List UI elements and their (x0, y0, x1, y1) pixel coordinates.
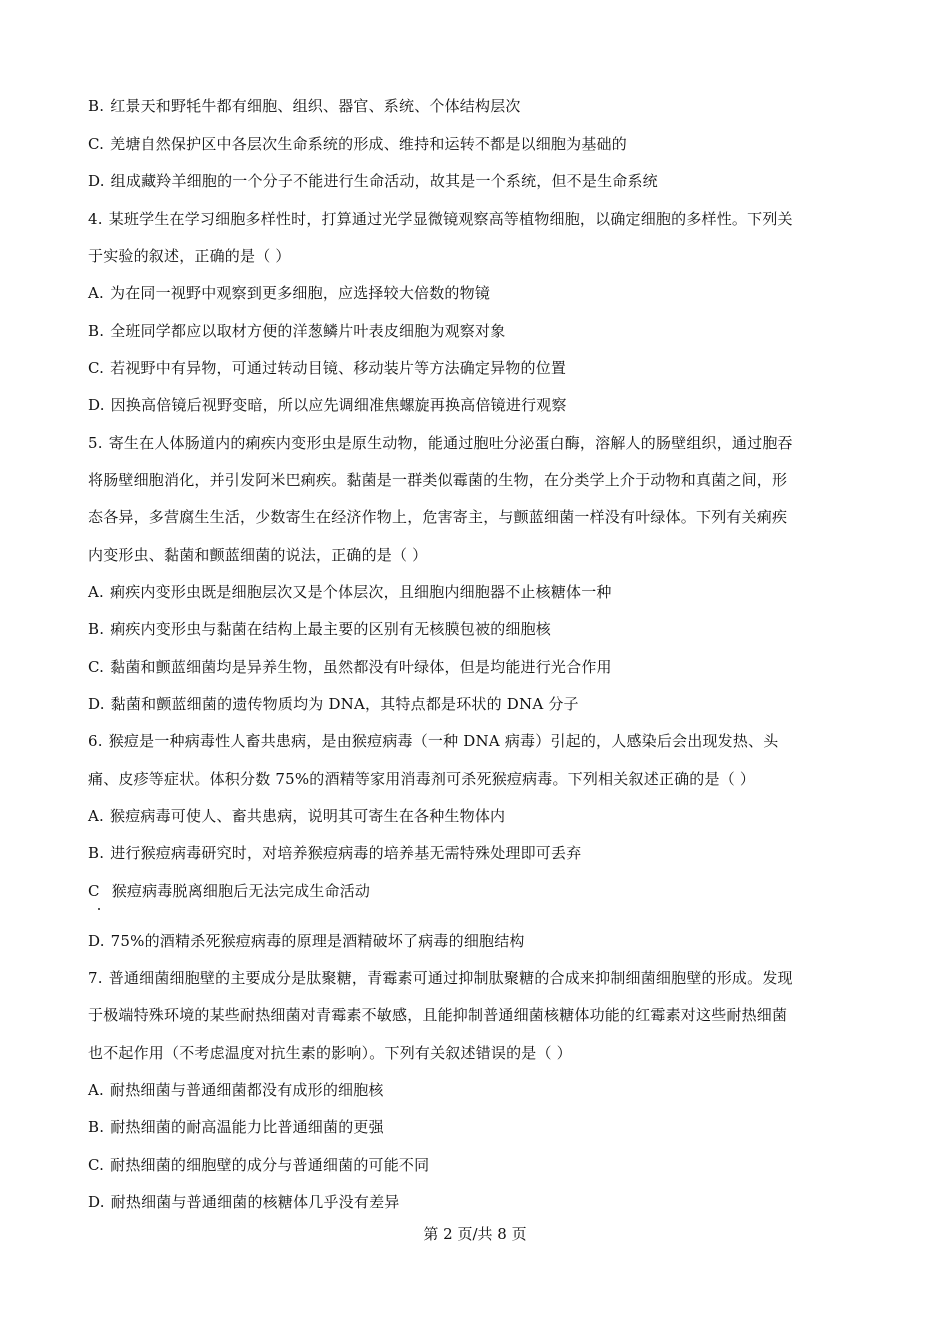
option-text: 组成藏羚羊细胞的一个分子不能进行生命活动，故其是一个系统，但不是生命系统 (110, 172, 658, 190)
stray-dot (98, 908, 100, 910)
option-line (88, 1192, 862, 1212)
option-label: C. (88, 359, 105, 377)
option-line (88, 358, 862, 378)
option-label: B. (88, 322, 105, 340)
question-line (88, 1043, 862, 1063)
question-text: 寄生在人体肠道内的痢疾内变形虫是原生动物，能通过胞吐分泌蛋白酶，溶解人的肠壁组织，通过胞吞 (108, 434, 793, 452)
option-line (88, 283, 862, 303)
option-text: 黏菌和颤蓝细菌均是异养生物，虽然都没有叶绿体，但是均能进行光合作用 (110, 658, 612, 676)
question-text: 猴痘是一种病毒性人畜共患病，是由猴痘病毒（一种 DNA 病毒）引起的，人感染后会出现发热、头 (108, 732, 779, 750)
question-text: 内变形虫、黏菌和颤蓝细菌的说法，正确的是（ ） (88, 546, 428, 564)
option-line (88, 806, 862, 826)
question-line (88, 507, 862, 527)
option-label: C. (88, 658, 105, 676)
option-label: A. (88, 807, 105, 825)
option-text: 75%的酒精杀死猴痘病毒的原理是酒精破坏了病毒的细胞结构 (110, 932, 525, 950)
option-line (88, 657, 862, 677)
question-line (88, 470, 862, 490)
question-text: 将肠壁细胞消化，并引发阿米巴痢疾。黏菌是一群类似霉菌的生物，在分类学上介于动物和真菌之间，形 (88, 471, 788, 489)
option-text: 耐热细菌与普通细菌的核糖体几乎没有差异 (110, 1193, 400, 1211)
option-text: 因换高倍镜后视野变暗，所以应先调细准焦螺旋再换高倍镜进行观察 (110, 396, 567, 414)
option-text: 羌塘自然保护区中各层次生命系统的形成、维持和运转不都是以细胞为基础的 (110, 135, 627, 153)
option-text: 痢疾内变形虫与黏菌在结构上最主要的区别有无核膜包被的细胞核 (110, 620, 552, 638)
option-label: A. (88, 1081, 105, 1099)
question-number: 4. (88, 210, 103, 228)
option-line (88, 395, 862, 415)
option-line (88, 619, 862, 639)
option-label: B. (88, 844, 105, 862)
question-line (88, 769, 862, 789)
option-label: B. (88, 620, 105, 638)
option-text: 全班同学都应以取材方便的洋葱鳞片叶表皮细胞为观察对象 (110, 322, 506, 340)
option-label: C. (88, 135, 105, 153)
option-line (88, 1117, 862, 1137)
option-text: 黏菌和颤蓝细菌的遗传物质均为 DNA，其特点都是环状的 DNA 分子 (110, 695, 579, 713)
question-line (88, 545, 862, 565)
question-text: 于实验的叙述，正确的是（ ） (88, 247, 291, 265)
option-label: D. (88, 932, 105, 950)
option-line (88, 582, 862, 602)
option-label: B. (88, 97, 105, 115)
option-line (88, 171, 862, 191)
question-line (88, 731, 862, 751)
option-line (88, 843, 862, 863)
option-label: D. (88, 1193, 105, 1211)
option-label: A. (88, 284, 105, 302)
option-label: D. (88, 396, 105, 414)
question-text: 某班学生在学习细胞多样性时，打算通过光学显微镜观察高等植物细胞，以确定细胞的多样性。下列关 (108, 210, 793, 228)
option-line (88, 1080, 862, 1100)
option-text: 耐热细菌的细胞壁的成分与普通细菌的可能不同 (110, 1156, 430, 1174)
option-label: A. (88, 583, 105, 601)
option-text: 耐热细菌的耐高温能力比普通细菌的更强 (110, 1118, 384, 1136)
option-text: 猴痘病毒脱离细胞后无法完成生命活动 (111, 882, 371, 900)
question-number: 6. (88, 732, 103, 750)
option-line (88, 321, 862, 341)
question-line (88, 433, 862, 453)
question-number: 7. (88, 969, 103, 987)
option-label: D. (88, 695, 105, 713)
option-text: 为在同一视野中观察到更多细胞，应选择较大倍数的物镜 (110, 284, 491, 302)
question-text: 态各异，多营腐生生活，少数寄生在经济作物上，危害寄主，与颤蓝细菌一样没有叶绿体。下列有关痢疾 (88, 508, 788, 526)
question-text: 也不起作用（不考虑温度对抗生素的影响）。下列有关叙述错误的是（ ） (88, 1044, 572, 1062)
option-label: C. (88, 1156, 105, 1174)
option-text: 猴痘病毒可使人、畜共患病，说明其可寄生在各种生物体内 (110, 807, 506, 825)
question-text: 普通细菌细胞壁的主要成分是肽聚糖，青霉素可通过抑制肽聚糖的合成来抑制细菌细胞壁的形成。发现 (108, 969, 793, 987)
option-line (88, 694, 862, 714)
page-footer: 第 2 页/共 8 页 (423, 1225, 527, 1243)
option-line (88, 134, 862, 154)
option-text: 耐热细菌与普通细菌都没有成形的细胞核 (110, 1081, 384, 1099)
question-number: 5. (88, 434, 103, 452)
option-line (88, 931, 862, 951)
question-text: 痛、皮疹等症状。体积分数 75%的酒精等家用消毒剂可杀死猴痘病毒。下列相关叙述正确的是（ ） (88, 770, 756, 788)
question-line (88, 246, 862, 266)
question-text: 于极端特殊环境的某些耐热细菌对青霉素不敏感，且能抑制普通细菌核糖体功能的红霉素对这些耐热细菌 (88, 1006, 788, 1024)
option-line (88, 881, 862, 901)
question-line (88, 968, 862, 988)
question-line (88, 1005, 862, 1025)
option-text: 若视野中有异物，可通过转动目镜、移动装片等方法确定异物的位置 (110, 359, 567, 377)
option-label: D. (88, 172, 105, 190)
question-line (88, 209, 862, 229)
option-line (88, 96, 862, 116)
option-label: C (88, 882, 100, 900)
option-text: 进行猴痘病毒研究时，对培养猴痘病毒的培养基无需特殊处理即可丢弃 (110, 844, 582, 862)
option-label: B. (88, 1118, 105, 1136)
option-text: 红景天和野牦牛都有细胞、组织、器官、系统、个体结构层次 (110, 97, 521, 115)
option-text: 痢疾内变形虫既是细胞层次又是个体层次，且细胞内细胞器不止核糖体一种 (110, 583, 612, 601)
option-line (88, 1155, 862, 1175)
